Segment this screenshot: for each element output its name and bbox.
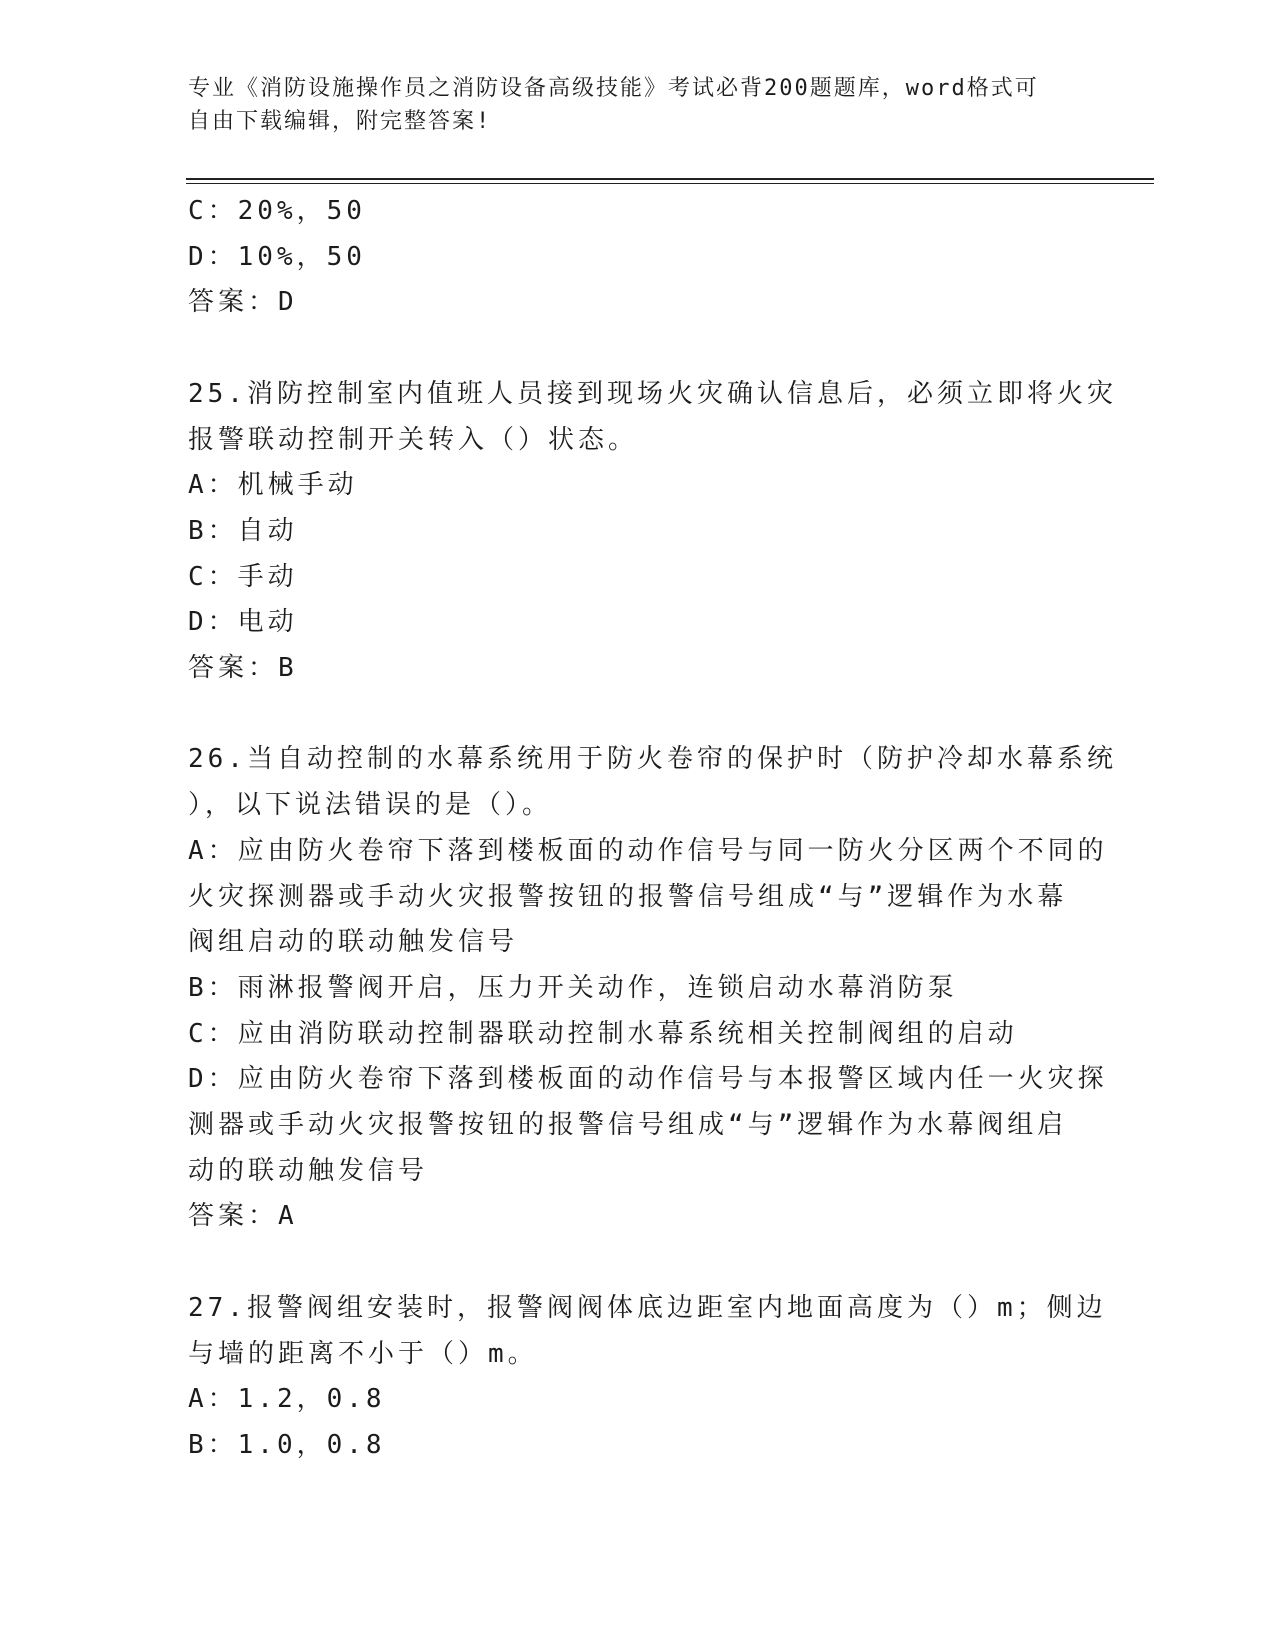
- question-spacer: [188, 326, 1068, 372]
- q27-stem-line-2: 与墙的距离不小于（）m。: [188, 1338, 538, 1369]
- q26-option-c: C：应由消防联动控制器联动控制水幕系统相关控制阀组的启动: [188, 1018, 1018, 1049]
- q26-option-a-line-1: A：应由防火卷帘下落到楼板面的动作信号与同一防火分区两个不同的: [188, 835, 1108, 866]
- page-header: [188, 72, 1078, 138]
- q24-answer: 答案：D: [188, 287, 298, 318]
- question-27: [188, 1286, 1107, 1469]
- q26-answer: 答案：A: [188, 1201, 298, 1232]
- q25-option-c: C：手动: [188, 561, 298, 592]
- q26-stem-line-1: 26.当自动控制的水幕系统用于防火卷帘的保护时（防护冷却水幕系统: [188, 744, 1117, 775]
- question-list: [188, 189, 1117, 1469]
- q25-stem-line-1: 25.消防控制室内值班人员接到现场火灾确认信息后，必须立即将火灾: [188, 378, 1117, 409]
- question-spacer: [188, 1240, 1068, 1286]
- q26-option-d-line-1: D：应由防火卷帘下落到楼板面的动作信号与本报警区域内任一火灾探: [188, 1064, 1108, 1095]
- q27-stem-line-1: 27.报警阀组安装时，报警阀阀体底边距室内地面高度为（）m；侧边: [188, 1292, 1107, 1323]
- q24-option-d: D：10%，50: [188, 241, 366, 272]
- q26-option-d-line-3: 动的联动触发信号: [188, 1155, 429, 1186]
- q25-stem-line-2: 报警联动控制开关转入（）状态。: [188, 424, 639, 455]
- q26-option-d-line-2: 测器或手动火灾报警按钮的报警信号组成“与”逻辑作为水幕阀组启: [188, 1110, 1068, 1141]
- q27-option-a: A：1.2，0.8: [188, 1384, 386, 1415]
- q25-option-d: D：电动: [188, 607, 298, 638]
- header-divider-thick: [186, 178, 1154, 180]
- q26-option-a-line-2: 火灾探测器或手动火灾报警按钮的报警信号组成“与”逻辑作为水幕: [188, 881, 1068, 912]
- q26-stem-line-2: ），以下说法错误的是（）。: [188, 790, 553, 821]
- q25-answer: 答案：B: [188, 653, 298, 684]
- q25-option-b: B：自动: [188, 515, 298, 546]
- header-divider-thin: [186, 183, 1154, 184]
- question-spacer: [188, 692, 1068, 738]
- question-26: [188, 737, 1117, 1240]
- q25-option-a: A：机械手动: [188, 470, 358, 501]
- q27-option-b: B：1.0，0.8: [188, 1429, 386, 1460]
- question-25: [188, 372, 1117, 692]
- q26-option-b: B：雨淋报警阀开启，压力开关动作，连锁启动水幕消防泵: [188, 972, 958, 1003]
- q26-option-a-line-3: 阀组启动的联动触发信号: [188, 927, 519, 958]
- q24-option-c: C：20%，50: [188, 196, 366, 226]
- question-24-tail: [188, 189, 1068, 326]
- header-line-1: 专业《消防设施操作员之消防设备高级技能》考试必背200题题库，word格式可: [188, 76, 1039, 101]
- header-line-2: 自由下载编辑，附完整答案!: [188, 109, 492, 134]
